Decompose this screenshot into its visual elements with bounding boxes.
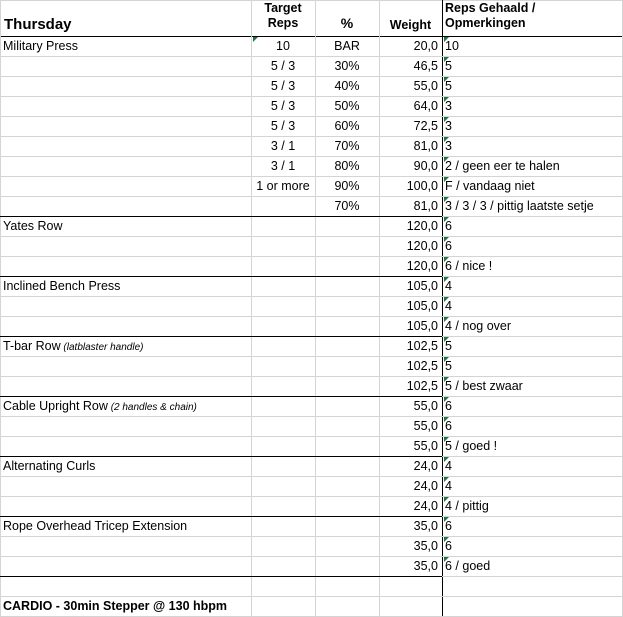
weight-cell: 24,0 [413, 459, 438, 473]
comment-indicator-icon [444, 137, 449, 142]
exercise-note: (latblaster handle) [60, 342, 144, 353]
reps-done-cell: 6 [445, 399, 452, 413]
reps-done-cell: 5 [445, 359, 452, 373]
weight-cell: 105,0 [406, 319, 438, 333]
target-reps-cell: 10 [276, 39, 290, 53]
comment-indicator-icon [444, 297, 449, 302]
comment-indicator-icon [444, 377, 449, 382]
weight-cell: 102,5 [406, 359, 438, 373]
comment-indicator-icon [444, 77, 449, 82]
exercise-name: Rope Overhead Tricep Extension [3, 519, 188, 533]
reps-done-cell: 6 [445, 539, 452, 553]
weight-cell: 102,5 [406, 379, 438, 393]
weight-header: Weight [389, 18, 432, 32]
percent-cell: 80% [334, 159, 360, 173]
weight-cell: 100,0 [406, 179, 438, 193]
reps-done-cell: 6 [445, 239, 452, 253]
weight-cell: 72,5 [413, 119, 438, 133]
percent-cell: 50% [334, 99, 360, 113]
weight-cell: 55,0 [413, 419, 438, 433]
reps-done-cell: 5 / best zwaar [445, 379, 523, 393]
comment-indicator-icon [444, 557, 449, 562]
reps-done-cell: 4 [445, 279, 452, 293]
weight-cell: 46,5 [413, 59, 438, 73]
weight-cell: 105,0 [406, 279, 438, 293]
target-reps-cell: 5 / 3 [270, 79, 296, 93]
comment-indicator-icon [444, 457, 449, 462]
target-reps-cell: 5 / 3 [270, 119, 296, 133]
comment-indicator-icon [444, 497, 449, 502]
weight-cell: 120,0 [406, 239, 438, 253]
target-reps-cell: 3 / 1 [270, 159, 296, 173]
comment-indicator-icon [444, 217, 449, 222]
comment-indicator-icon [253, 37, 258, 42]
exercise-name: Cable Upright Row (2 handles & chain) [3, 399, 197, 413]
reps-done-cell: 6 / nice ! [445, 259, 493, 273]
weight-cell: 55,0 [413, 79, 438, 93]
exercise-name: Military Press [3, 39, 79, 53]
reps-done-cell: 5 / goed ! [445, 439, 498, 453]
comment-indicator-icon [444, 97, 449, 102]
comment-indicator-icon [444, 397, 449, 402]
target-reps-cell: 3 / 1 [270, 139, 296, 153]
weight-cell: 35,0 [413, 539, 438, 553]
target-reps-cell: 1 or more [256, 179, 310, 193]
comment-indicator-icon [444, 237, 449, 242]
comment-indicator-icon [444, 257, 449, 262]
comment-indicator-icon [444, 277, 449, 282]
comment-indicator-icon [444, 177, 449, 182]
reps-done-cell: 3 [445, 139, 452, 153]
weight-cell: 120,0 [406, 219, 438, 233]
weight-cell: 81,0 [413, 199, 438, 213]
exercise-name: Alternating Curls [3, 459, 96, 473]
weight-cell: 64,0 [413, 99, 438, 113]
percent-cell: 30% [334, 59, 360, 73]
comment-indicator-icon [444, 157, 449, 162]
percent-cell: 40% [334, 79, 360, 93]
weight-cell: 81,0 [413, 139, 438, 153]
target-reps-header-line1: Target [264, 1, 302, 15]
comment-indicator-icon [444, 197, 449, 202]
group-divider [0, 576, 442, 577]
weight-cell: 105,0 [406, 299, 438, 313]
reps-done-cell: 3 [445, 119, 452, 133]
percent-header: % [340, 15, 354, 31]
reps-done-cell: 6 / goed [445, 559, 491, 573]
reps-done-cell: 2 / geen eer te halen [445, 159, 560, 173]
target-reps-cell: 5 / 3 [270, 59, 296, 73]
reps-done-cell: 4 [445, 299, 452, 313]
reps-done-cell: 4 [445, 459, 452, 473]
reps-done-cell: 5 [445, 79, 452, 93]
grid-line [442, 576, 623, 577]
grid-line [0, 0, 623, 1]
day-title: Thursday [4, 16, 72, 33]
comment-indicator-icon [444, 317, 449, 322]
reps-done-cell: 4 [445, 479, 452, 493]
weight-cell: 90,0 [413, 159, 438, 173]
reps-done-cell: 10 [445, 39, 459, 53]
comment-indicator-icon [444, 357, 449, 362]
comment-indicator-icon [444, 337, 449, 342]
exercise-name: Yates Row [3, 219, 63, 233]
weight-cell: 102,5 [406, 339, 438, 353]
weight-cell: 20,0 [413, 39, 438, 53]
reps-done-cell: F / vandaag niet [445, 179, 535, 193]
weight-cell: 35,0 [413, 559, 438, 573]
cardio-note: CARDIO - 30min Stepper @ 130 hbpm [3, 599, 228, 613]
weight-cell: 55,0 [413, 399, 438, 413]
target-reps-header-line2: Reps [267, 16, 299, 30]
exercise-name: T-bar Row (latblaster handle) [3, 339, 144, 353]
comment-indicator-icon [444, 537, 449, 542]
comment-indicator-icon [444, 117, 449, 122]
comment-indicator-icon [444, 477, 449, 482]
percent-cell: 70% [334, 139, 360, 153]
reps-done-cell: 3 / 3 / 3 / pittig laatste setje [445, 199, 594, 213]
percent-cell: 90% [334, 179, 360, 193]
reps-done-cell: 5 [445, 59, 452, 73]
percent-cell: 60% [334, 119, 360, 133]
reps-done-cell: 6 [445, 419, 452, 433]
reps-done-cell: 5 [445, 339, 452, 353]
comment-indicator-icon [444, 517, 449, 522]
reps-done-cell: 6 [445, 519, 452, 533]
reps-done-header [445, 1, 535, 31]
comment-indicator-icon [444, 57, 449, 62]
weight-cell: 120,0 [406, 259, 438, 273]
exercise-name: Inclined Bench Press [3, 279, 121, 293]
comment-indicator-icon [444, 437, 449, 442]
percent-cell: 70% [334, 199, 360, 213]
reps-done-cell: 4 / nog over [445, 319, 512, 333]
comment-indicator-icon [444, 37, 449, 42]
weight-cell: 24,0 [413, 499, 438, 513]
comment-indicator-icon [444, 417, 449, 422]
weight-cell: 35,0 [413, 519, 438, 533]
reps-done-header-line1: Reps Gehaald / [445, 1, 536, 15]
reps-done-cell: 3 [445, 99, 452, 113]
weight-cell: 24,0 [413, 479, 438, 493]
exercise-note: (2 handles & chain) [107, 402, 197, 413]
reps-done-cell: 6 [445, 219, 452, 233]
reps-done-header-line2: Opmerkingen [445, 16, 526, 30]
target-reps-header [251, 1, 315, 31]
percent-cell: BAR [334, 39, 360, 53]
target-reps-cell: 5 / 3 [270, 99, 296, 113]
weight-cell: 55,0 [413, 439, 438, 453]
reps-done-cell: 4 / pittig [445, 499, 489, 513]
